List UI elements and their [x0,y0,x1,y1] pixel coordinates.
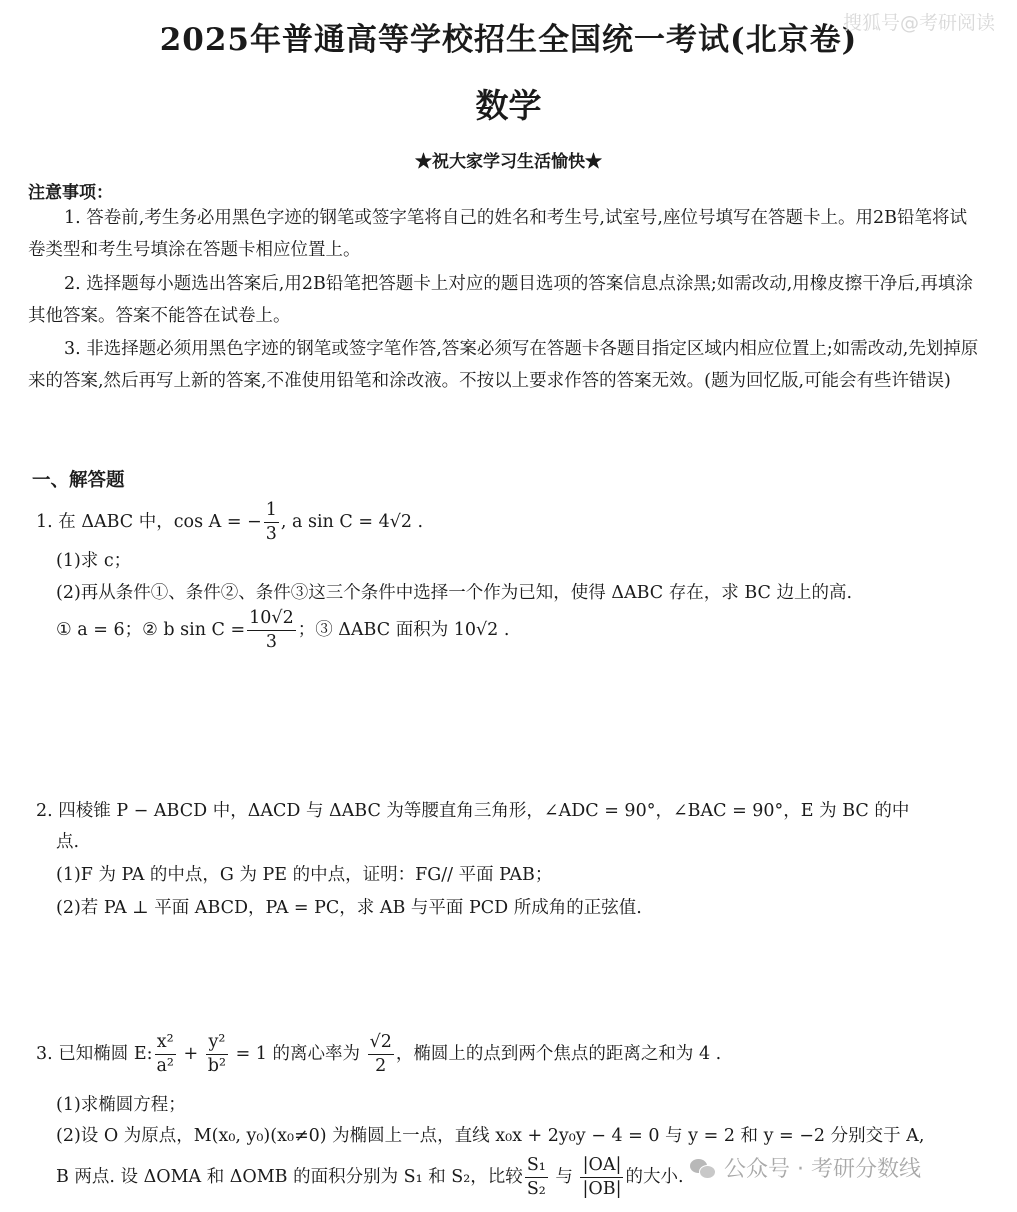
wish-line: ★祝大家学习生活愉快★ [415,152,602,172]
q3-frac-o-num: |OA| [580,1157,623,1178]
q1-stem-post: , a sin C = 4√2 . [280,512,424,532]
notice-item-2: 2. 选择题每小题选出答案后,用2B铅笔把答题卡上对应的题目选项的答案信息点涂黑;如需改动,用橡皮擦干净后,再填涂其他答案。答案不能答在试卷上。 [28,274,973,326]
q1-cond-pre: ① a = 6；② b sin C = [56,620,246,640]
q1-part2: (2)再从条件①、条件②、条件③这三个条件中选择一个作为已知，使得 ΔABC 存在，求 BC 边上的高. [56,583,853,603]
q1-frac-den: 3 [265,523,277,544]
q1-stem [36,502,423,543]
q3-part2-pre: B 两点. 设 ΔOMA 和 ΔOMB 的面积分别为 S₁ 和 S₂，比较 [56,1167,523,1187]
q3-frac-e [368,1034,394,1075]
notice-heading: 注意事项： [28,183,113,203]
q1-cond-post: ；③ ΔABC 面积为 10√2 . [297,620,510,640]
wechat-label: 公众号 · 考研分数线 [724,1157,921,1182]
q2-stem-line1: 2. 四棱锥 P − ABCD 中，ΔACD 与 ΔABC 为等腰直角三角形，∠ADC = 90°，∠BAC = 90°，E 为 BC 的中 [36,801,910,821]
q3-plus: + [183,1044,199,1064]
wechat-icon [690,1159,716,1179]
q2-part1: (1)F 为 PA 的中点，G 为 PE 的中点，证明：FG// 平面 PAB； [56,865,553,885]
q3-frac-x-den: a² [156,1055,174,1076]
q3-stem [36,1034,721,1075]
q1-frac-num: 1 [264,502,279,523]
sohu-watermark: 搜狐号@考研阅读 [842,12,995,34]
section-heading: 一、解答题 [32,470,125,491]
q1-fraction [264,502,279,543]
q3-frac-x-num: x² [155,1034,176,1055]
q3-stem-pre: 3. 已知椭圆 E: [36,1044,153,1064]
notice-item-1: 1. 答卷前,考生务必用黑色字迹的钢笔或签字笔将自己的姓名和考生号,试室号,座位号填写在答题卡上。用2B铅笔将试卷类型和考生号填涂在答题卡相应位置上。 [28,208,967,260]
q2-part2: (2)若 PA ⊥ 平面 ABCD，PA = PC，求 AB 与平面 PCD 所成角的正弦值. [56,898,642,918]
exam-title: 2025年普通高等学校招生全国统一考试(北京卷) [159,22,858,58]
q1-part1: (1)求 c； [56,551,132,571]
q3-part1: (1)求椭圆方程； [56,1095,186,1115]
q1-cond-frac-den: 3 [265,631,277,652]
subject-title: 数学 [475,86,542,125]
q3-eq: = 1 的离心率为 [235,1044,361,1064]
q1-stem-pre: 1. 在 ΔABC 中，cos A = − [36,512,262,532]
q3-frac-e-den: 2 [375,1055,387,1076]
q3-frac-e-num: √2 [368,1034,394,1055]
q3-frac-s-num: S₁ [525,1157,548,1178]
q3-frac-y [206,1034,228,1075]
q3-frac-o-den: |OB| [582,1178,622,1199]
q2-stem-line2: 点. [56,832,80,852]
q3-frac-o [580,1157,623,1198]
wechat-watermark [690,1152,921,1183]
q1-cond-fraction [247,610,296,651]
q3-part2-line2 [56,1157,684,1198]
q3-frac-y-num: y² [206,1034,228,1055]
q1-cond-frac-num: 10√2 [247,610,296,631]
q3-frac-s [525,1157,548,1198]
q3-frac-y-den: b² [207,1055,226,1076]
q3-part2-post: 的大小. [625,1167,684,1187]
q3-frac-s-den: S₂ [526,1178,546,1199]
q3-stem-post: ，椭圆上的点到两个焦点的距离之和为 4 . [395,1044,722,1064]
q3-between: 与 [555,1167,573,1187]
notice-item-3: 3. 非选择题必须用黑色字迹的钢笔或签字笔作答,答案必须写在答题卡各题目指定区域内相应位置上;如需改动,先划掉原来的答案,然后再写上新的答案,不准使用铅笔和涂改液。不按以上要求作答的答案无效。(题为回忆版,可能会有些许错误) [28,339,979,391]
q1-conditions [56,610,509,651]
q3-frac-x [155,1034,176,1075]
q3-part2-line1: (2)设 O 为原点，M(x₀, y₀)(x₀≠0) 为椭圆上一点，直线 x₀x + 2y₀y − 4 = 0 与 y = 2 和 y = −2 分别交于 A, [56,1126,925,1146]
